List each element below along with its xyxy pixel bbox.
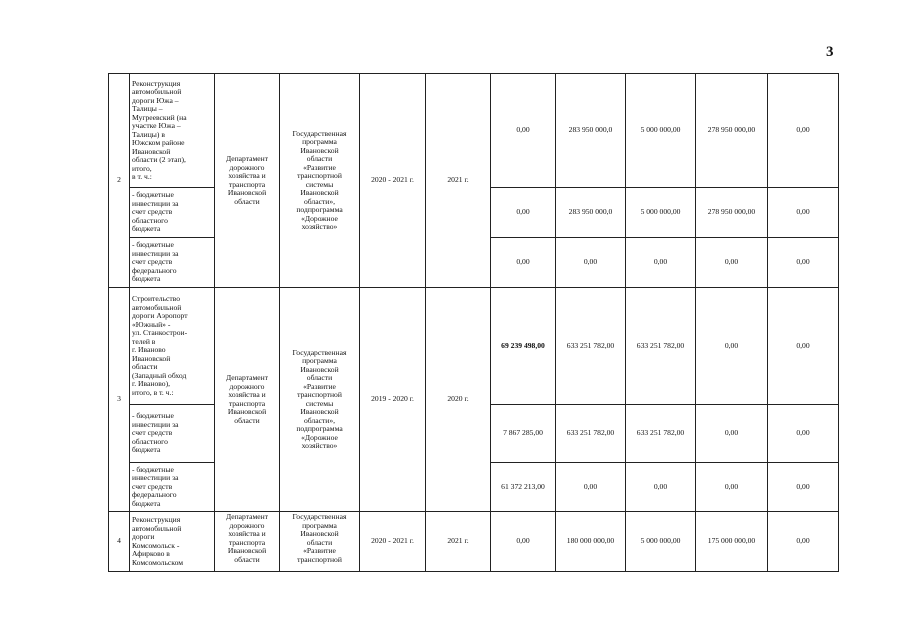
value-cell: 633 251 782,00 — [556, 405, 626, 463]
object-description: - бюджетные инвестиции за счет средств федерального бюджета — [130, 238, 215, 288]
row-number: 3 — [109, 288, 130, 512]
department-cell: Департамент дорожного хозяйства и транспорта Ивановской области — [215, 512, 280, 572]
value-cell: 0,00 — [696, 405, 768, 463]
value-cell: 0,00 — [696, 463, 768, 512]
row-number: 2 — [109, 74, 130, 288]
department-cell: Департамент дорожного хозяйства и транспорта Ивановской области — [215, 74, 280, 288]
value-cell: 0,00 — [768, 238, 839, 288]
table-row — [109, 512, 839, 572]
value-cell: 5 000 000,00 — [626, 188, 696, 238]
value-cell: 633 251 782,00 — [626, 405, 696, 463]
value-cell: 0,00 — [768, 405, 839, 463]
row-number: 4 — [109, 512, 130, 572]
value-cell: 0,00 — [768, 288, 839, 405]
value-cell: 180 000 000,00 — [556, 512, 626, 572]
program-cell: Государственная программа Ивановской области «Развитие транспортной — [280, 512, 360, 572]
object-description: Реконструкция автомобильной дороги Комсомольск - Афирково в Комсомольском — [130, 512, 215, 572]
table-row — [109, 288, 839, 405]
object-description: - бюджетные инвестиции за счет средств областного бюджета — [130, 188, 215, 238]
period-cell: 2020 - 2021 г. — [360, 512, 426, 572]
department-cell: Департамент дорожного хозяйства и транспорта Ивановской области — [215, 288, 280, 512]
program-cell: Государственная программа Ивановской области «Развитие транспортной системы Ивановской области», подпрограмма «Дорожное хозяйство» — [280, 288, 360, 512]
value-cell: 69 239 498,00 — [491, 288, 556, 405]
object-description: Реконструкция автомобильной дороги Южа – Талицы – Мугреевский (на участке Южа – Талицы) в Южском районе Ивановской области (2 этап), итого, в т. ч.: — [130, 74, 215, 188]
page-number: 3 — [826, 44, 834, 60]
value-cell: 7 867 285,00 — [491, 405, 556, 463]
value-cell: 0,00 — [491, 512, 556, 572]
value-cell: 283 950 000,0 — [556, 74, 626, 188]
value-cell: 0,00 — [491, 74, 556, 188]
value-cell: 0,00 — [768, 512, 839, 572]
value-cell: 5 000 000,00 — [626, 512, 696, 572]
value-cell: 0,00 — [768, 74, 839, 188]
value-cell: 283 950 000,0 — [556, 188, 626, 238]
value-cell: 633 251 782,00 — [556, 288, 626, 405]
value-cell: 278 950 000,00 — [696, 188, 768, 238]
period-cell: 2020 - 2021 г. — [360, 74, 426, 288]
value-cell: 0,00 — [556, 238, 626, 288]
value-cell: 633 251 782,00 — [626, 288, 696, 405]
year-cell: 2020 г. — [426, 288, 491, 512]
value-cell: 0,00 — [626, 463, 696, 512]
value-cell: 175 000 000,00 — [696, 512, 768, 572]
value-cell: 0,00 — [768, 188, 839, 238]
table-row — [109, 74, 839, 188]
value-cell: 0,00 — [768, 463, 839, 512]
value-cell: 0,00 — [696, 238, 768, 288]
object-description: Строительство автомобильной дороги Аэропорт «Южный» - ул. Станкострои- телей в г. Иваново Ивановской области (Западный обход г. Иваново), итого, в т. ч.: — [130, 288, 215, 405]
investment-table — [108, 73, 839, 572]
program-cell: Государственная программа Ивановской области «Развитие транспортной системы Ивановской области», подпрограмма «Дорожное хозяйство» — [280, 74, 360, 288]
value-cell: 278 950 000,00 — [696, 74, 768, 188]
value-cell: 0,00 — [696, 288, 768, 405]
value-cell: 0,00 — [491, 238, 556, 288]
value-cell: 0,00 — [556, 463, 626, 512]
value-cell: 0,00 — [491, 188, 556, 238]
year-cell: 2021 г. — [426, 74, 491, 288]
value-cell: 0,00 — [626, 238, 696, 288]
value-cell: 61 372 213,00 — [491, 463, 556, 512]
value-cell: 5 000 000,00 — [626, 74, 696, 188]
year-cell: 2021 г. — [426, 512, 491, 572]
object-description: - бюджетные инвестиции за счет средств федерального бюджета — [130, 463, 215, 512]
period-cell: 2019 - 2020 г. — [360, 288, 426, 512]
object-description: - бюджетные инвестиции за счет средств областного бюджета — [130, 405, 215, 463]
